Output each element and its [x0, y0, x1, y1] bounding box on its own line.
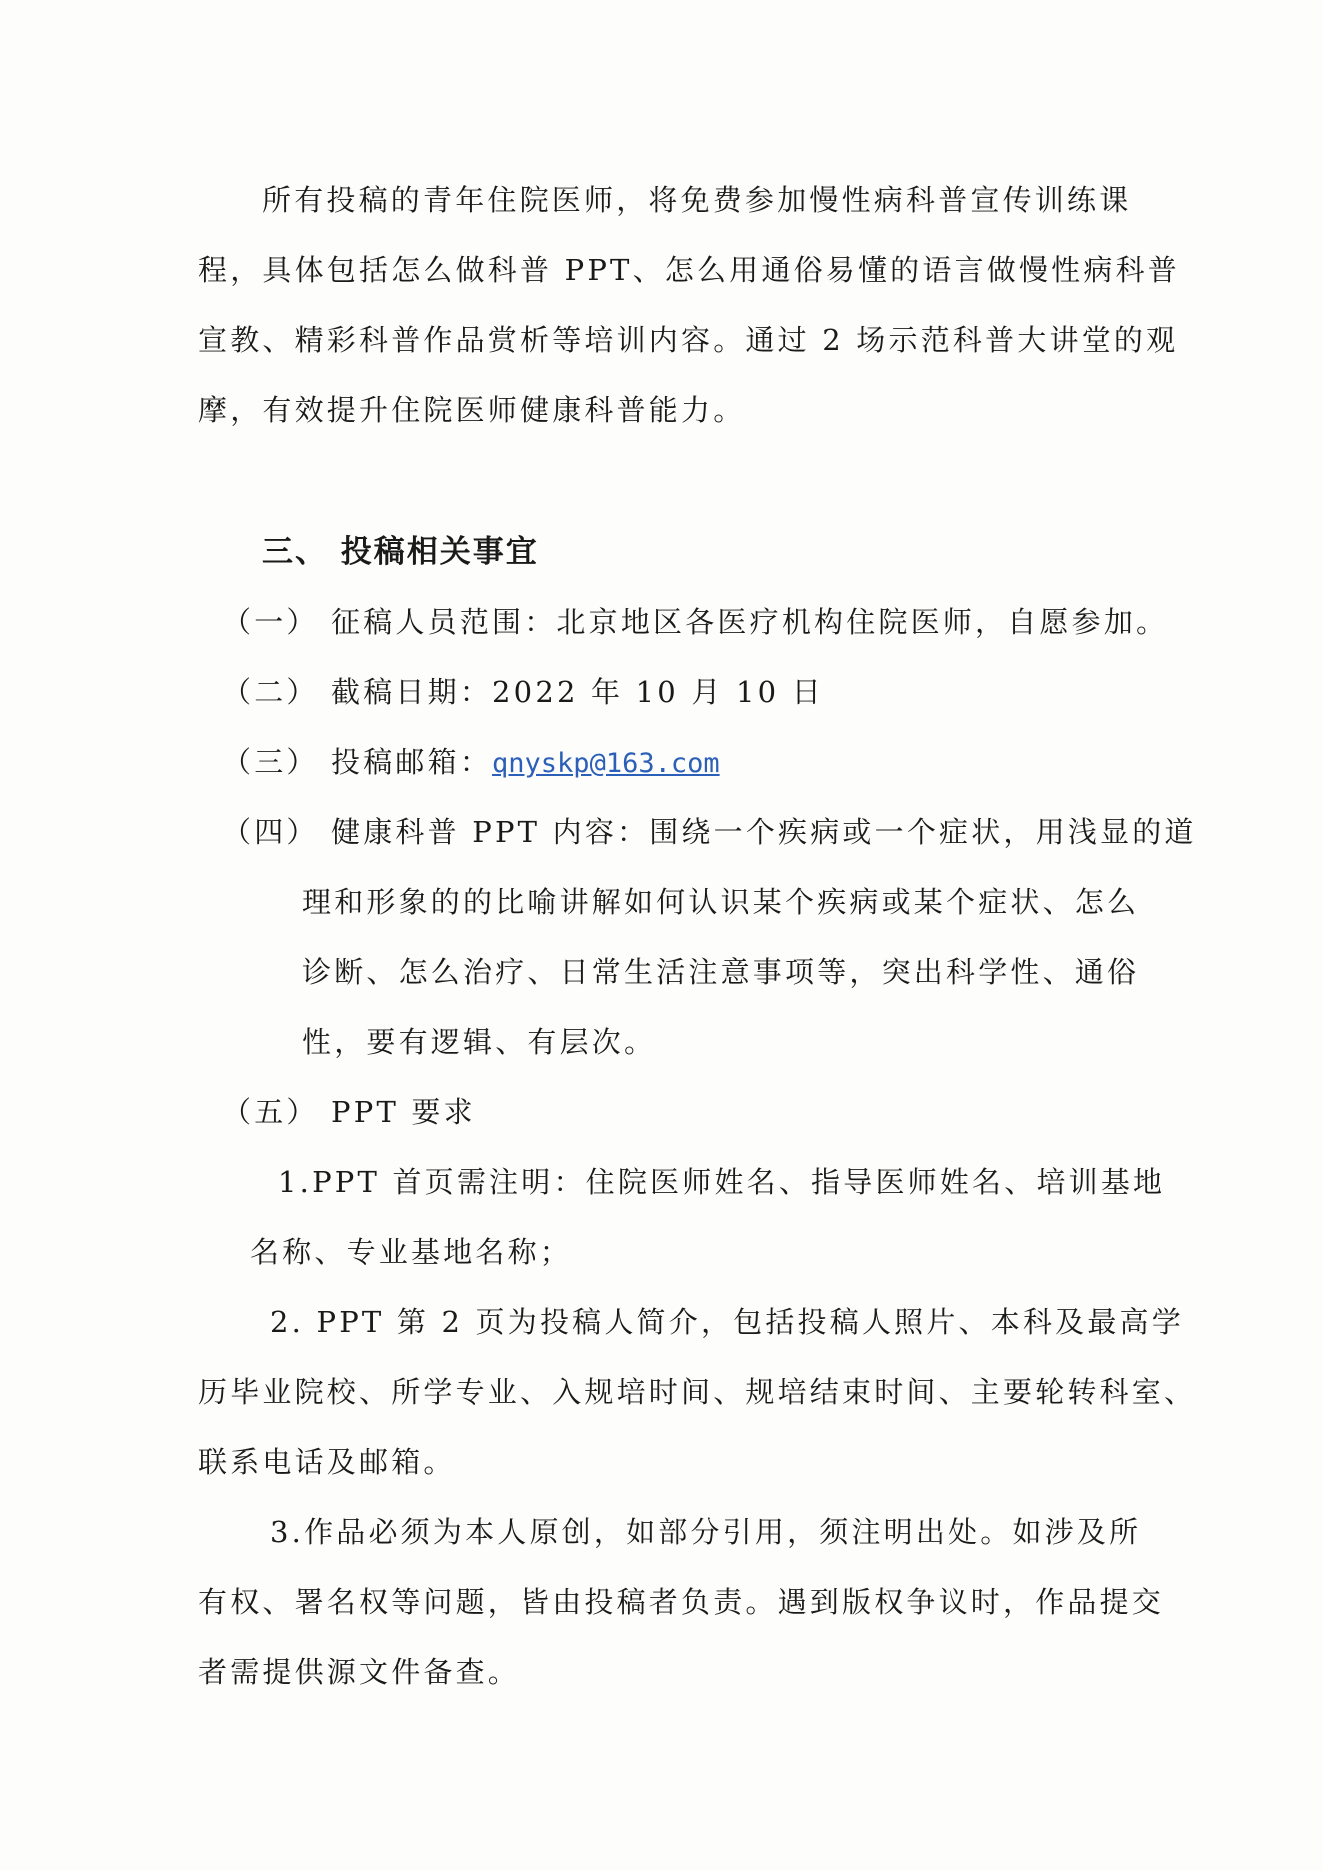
email-label: （三） 投稿邮箱： — [222, 745, 493, 779]
intro-paragraph-line: 宣教、精彩科普作品赏析等培训内容。通过 2 场示范科普大讲堂的观 — [198, 323, 1179, 357]
intro-paragraph-line: 程，具体包括怎么做科普 PPT、怎么用通俗易懂的语言做慢性病科普 — [198, 253, 1180, 287]
requirement-line: 联系电话及邮箱。 — [198, 1445, 456, 1479]
requirement-line: 名称、专业基地名称； — [250, 1235, 573, 1269]
requirement-line: 2. PPT 第 2 页为投稿人简介，包括投稿人照片、本科及最高学 — [270, 1305, 1184, 1339]
requirement-line: 1.PPT 首页需注明：住院医师姓名、指导医师姓名、培训基地 — [278, 1165, 1166, 1199]
intro-paragraph-line: 所有投稿的青年住院医师，将免费参加慢性病科普宣传训练课 — [262, 183, 1132, 217]
requirement-line: 3.作品必须为本人原创，如部分引用，须注明出处。如涉及所 — [270, 1515, 1142, 1549]
intro-paragraph-line: 摩，有效提升住院医师健康科普能力。 — [198, 393, 746, 427]
section-heading: 三、 投稿相关事宜 — [262, 534, 539, 570]
list-item — [222, 742, 720, 784]
list-item: （四） 健康科普 PPT 内容：围绕一个疾病或一个症状，用浅显的道 — [222, 815, 1197, 849]
requirement-line: 有权、署名权等问题，皆由投稿者负责。遇到版权争议时，作品提交 — [198, 1585, 1165, 1619]
list-item: （二） 截稿日期：2022 年 10 月 10 日 — [222, 675, 824, 709]
requirement-line: 者需提供源文件备查。 — [198, 1655, 521, 1689]
email-link[interactable]: qnyskp@163.com — [492, 748, 720, 779]
list-item: （一） 征稿人员范围：北京地区各医疗机构住院医师，自愿参加。 — [222, 605, 1169, 639]
list-item-continuation: 诊断、怎么治疗、日常生活注意事项等，突出科学性、通俗 — [302, 955, 1140, 989]
list-item-continuation: 性，要有逻辑、有层次。 — [302, 1025, 657, 1059]
list-item-continuation: 理和形象的的比喻讲解如何认识某个疾病或某个症状、怎么 — [302, 885, 1140, 919]
list-item: （五） PPT 要求 — [222, 1095, 476, 1129]
requirement-line: 历毕业院校、所学专业、入规培时间、规培结束时间、主要轮转科室、 — [198, 1375, 1197, 1409]
